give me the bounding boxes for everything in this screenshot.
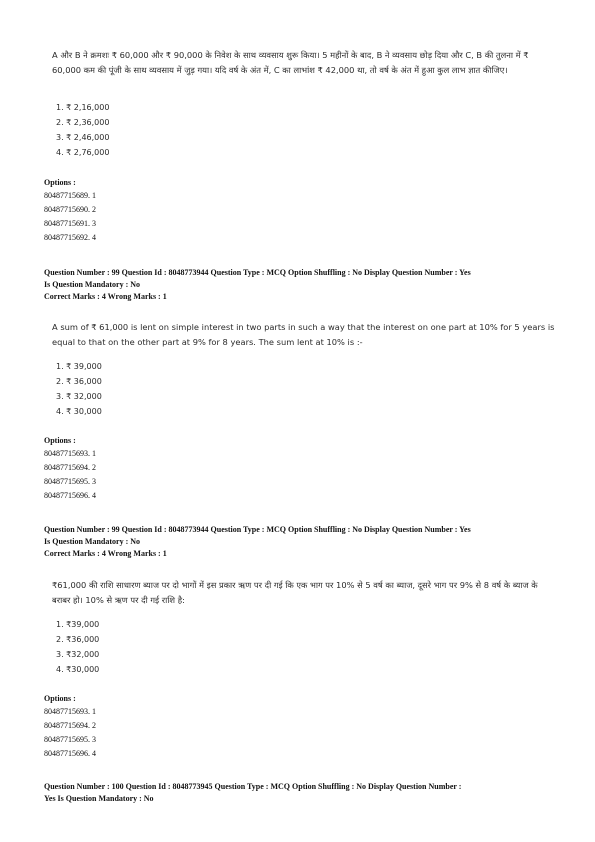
question-text: A sum of ₹ 61,000 is lent on simple interest in two parts in such a way that the interest on one part at 10% for 5 years is equal to that on the other part at 9% for 8 years. The sum lent at 10% is :- [52, 322, 555, 347]
options-heading: Options : [44, 436, 76, 445]
option-id: 80487715696. 4 [44, 749, 96, 758]
answer-option: 3. ₹32,000 [56, 650, 100, 659]
option-id: 80487715694. 2 [44, 721, 96, 730]
answer-option: 4. ₹30,000 [56, 665, 100, 674]
answer-option: 3. ₹ 32,000 [56, 392, 102, 401]
option-id: 80487715694. 2 [44, 463, 96, 472]
answer-options [56, 617, 99, 677]
question-meta-line: Yes Is Question Mandatory : No [44, 794, 154, 803]
option-id: 80487715689. 1 [44, 191, 96, 200]
question-meta-line: Question Number : 100 Question Id : 8048773945 Question Type : MCQ Option Shuffling : No Display Question Number : [44, 782, 462, 791]
question-meta-line: Correct Marks : 4 Wrong Marks : 1 [44, 292, 167, 301]
option-id-list [44, 447, 96, 503]
option-id: 80487715696. 4 [44, 491, 96, 500]
answer-option: 2. ₹ 2,36,000 [56, 118, 110, 127]
option-id-list [44, 705, 96, 761]
option-id: 80487715692. 4 [44, 233, 96, 242]
answer-options [56, 359, 102, 419]
question-meta-line: Is Question Mandatory : No [44, 280, 141, 289]
answer-option: 1. ₹ 39,000 [56, 362, 102, 371]
option-id: 80487715691. 3 [44, 219, 96, 228]
question-meta-line: Is Question Mandatory : No [44, 537, 141, 546]
answer-option: 3. ₹ 2,46,000 [56, 133, 110, 142]
options-heading: Options : [44, 178, 76, 187]
option-id: 80487715695. 3 [44, 477, 96, 486]
option-id-list [44, 189, 96, 245]
option-id: 80487715690. 2 [44, 205, 96, 214]
option-id: 80487715693. 1 [44, 449, 96, 458]
answer-option: 1. ₹39,000 [56, 620, 100, 629]
question-meta [44, 524, 559, 560]
answer-option: 4. ₹ 30,000 [56, 407, 102, 416]
question-text: A और B ने क्रमशः ₹ 60,000 और ₹ 90,000 के निवेश के साथ व्यवसाय शुरू किया। 5 महीनों के बाद, B ने व्यवसाय छोड़ दिया और C, B की तुलना में ₹ 60,000 कम की पूंजी के साथ व्यवसाय में जुड़ गया। यदि वर्ष के अंत में, C का लाभांश ₹ 42,000 था, तो वर्ष के अंत में हुआ कुल लाभ ज्ञात कीजिए। [52, 50, 529, 75]
question-meta-line: Question Number : 99 Question Id : 8048773944 Question Type : MCQ Option Shuffling : No Display Question Number : Yes [44, 268, 471, 277]
answer-options [56, 100, 109, 160]
question-meta-line: Question Number : 99 Question Id : 8048773944 Question Type : MCQ Option Shuffling : No Display Question Number : Yes [44, 525, 471, 534]
question-meta [44, 267, 559, 303]
question-text: ₹61,000 की राशि साधारण ब्याज पर दो भागों में इस प्रकार ऋण पर दी गई कि एक भाग पर 10% से 5 वर्ष का ब्याज, दूसरे भाग पर 9% से 8 वर्ष के ब्याज के बराबर हो। 10% से ऋण पर दी गई राशि है: [52, 580, 538, 605]
answer-option: 2. ₹36,000 [56, 635, 100, 644]
answer-option: 1. ₹ 2,16,000 [56, 103, 110, 112]
options-heading: Options : [44, 694, 76, 703]
option-id: 80487715695. 3 [44, 735, 96, 744]
answer-option: 2. ₹ 36,000 [56, 377, 102, 386]
question-meta-line: Correct Marks : 4 Wrong Marks : 1 [44, 549, 167, 558]
question-meta [44, 781, 559, 805]
option-id: 80487715693. 1 [44, 707, 96, 716]
answer-option: 4. ₹ 2,76,000 [56, 148, 110, 157]
